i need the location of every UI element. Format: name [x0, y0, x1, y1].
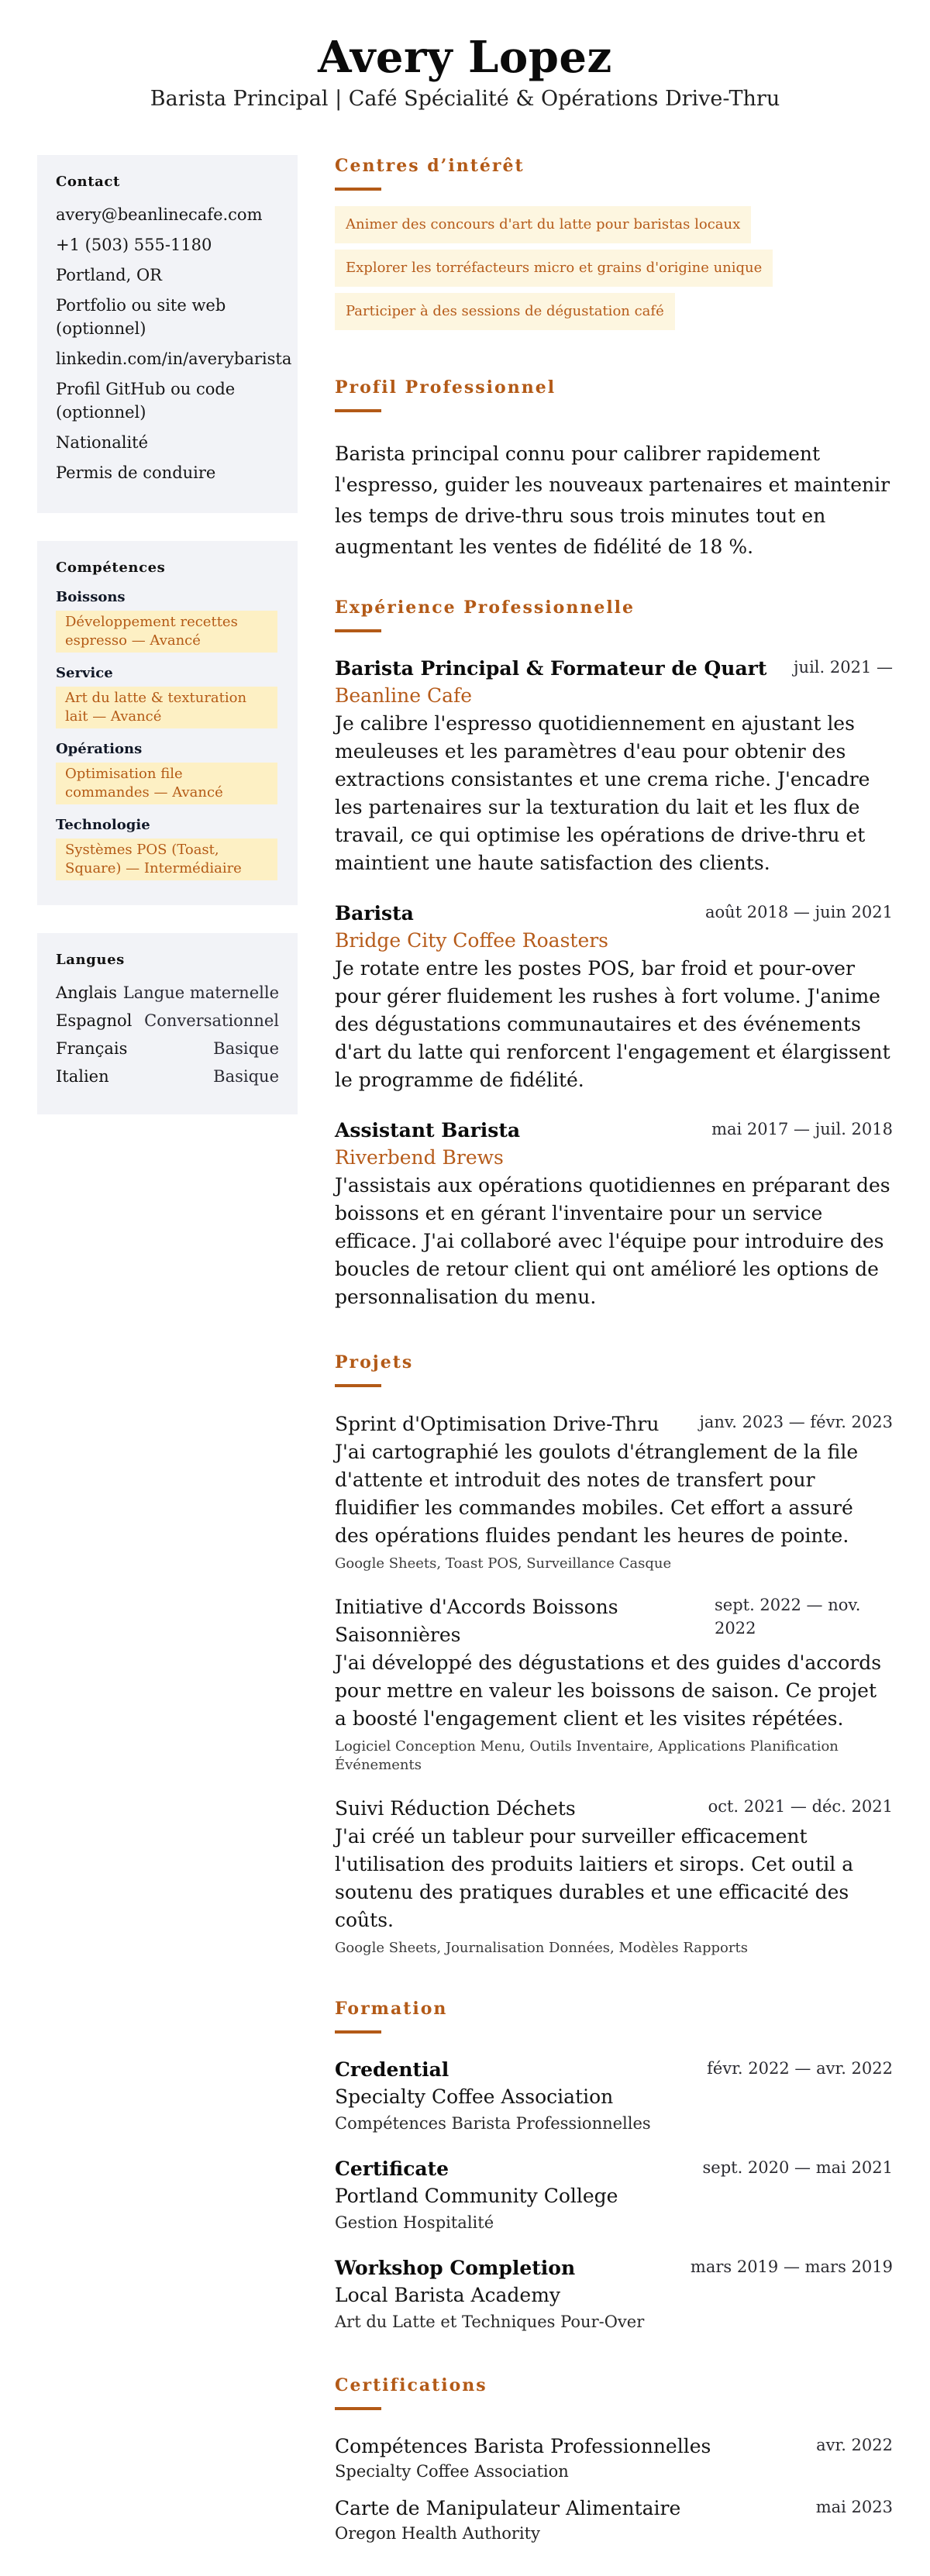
education-entry — [335, 2057, 893, 2136]
profile-summary: Barista principal connu pour calibrer rapidement l'espresso, guider les nouveaux partenaires et maintenir les temps de drive-thru sous trois minutes tout en augmentant les ventes de fidélité de 18 %. — [335, 443, 890, 558]
certification-name: Carte de Manipulateur Alimentaire — [335, 2497, 681, 2519]
project-dates: oct. 2021 — déc. 2021 — [708, 1797, 893, 1816]
project-tech: Logiciel Conception Menu, Outils Inventaire, Applications Planification Événements — [335, 1738, 839, 1773]
education-section — [335, 1998, 893, 2334]
school-name: Specialty Coffee Association — [335, 2085, 614, 2108]
experience-entry — [335, 1118, 893, 1311]
job-dates: mai 2017 — juil. 2018 — [711, 1120, 893, 1138]
education-entry — [335, 2255, 893, 2334]
experience-entry — [335, 901, 893, 1094]
project-entry — [335, 1593, 893, 1775]
project-tech: Google Sheets, Journalisation Données, Modèles Rapports — [335, 1940, 748, 1956]
languages-panel — [37, 933, 298, 1114]
contact-github[interactable]: Profil GitHub ou code (optionnel) — [56, 380, 236, 422]
certification-issuer: Oregon Health Authority — [335, 2524, 540, 2543]
section-title: Certifications — [335, 2375, 487, 2395]
education-entry — [335, 2156, 893, 2235]
section-title: Expérience Professionnelle — [335, 598, 636, 618]
certifications-section — [335, 2375, 893, 2545]
project-tech: Google Sheets, Toast POS, Surveillance Casque — [335, 1555, 672, 1572]
job-title: Assistant Barista — [335, 1119, 521, 1142]
contact-phone[interactable]: +1 (503) 555-1180 — [56, 236, 212, 254]
job-dates: juil. 2021 — — [794, 658, 893, 677]
interest-list — [335, 206, 893, 336]
skill-group-title: Service — [56, 665, 113, 681]
degree-name: Certificate — [335, 2158, 450, 2180]
skill-group — [56, 589, 279, 653]
candidate-headline: Barista Principal | Café Spécialité & Opérations Drive-Thru — [150, 87, 780, 111]
project-name: Suivi Réduction Déchets — [335, 1797, 576, 1820]
language-name: Anglais — [56, 983, 117, 1002]
section-divider — [335, 188, 381, 191]
degree-name: Credential — [335, 2058, 450, 2081]
degree-name: Workshop Completion — [335, 2257, 576, 2279]
sidebar — [37, 155, 298, 1142]
interest-tag: Animer des concours d'art du latte pour baristas locaux — [335, 206, 751, 243]
skills-panel — [37, 541, 298, 905]
certification-name: Compétences Barista Professionnelles — [335, 2435, 711, 2457]
interest-tag: Explorer les torréfacteurs micro et grains d'origine unique — [335, 250, 773, 287]
project-name: Sprint d'Optimisation Drive-Thru — [335, 1413, 660, 1435]
contact-linkedin[interactable]: linkedin.com/in/averybarista — [56, 350, 292, 368]
job-title: Barista Principal & Formateur de Quart — [335, 657, 767, 680]
contact-email[interactable]: avery@beanlinecafe.com — [56, 205, 263, 224]
interests-section — [335, 155, 893, 336]
skill-tag: Art du latte & texturation lait — Avancé — [56, 687, 277, 728]
skill-tag: Optimisation file commandes — Avancé — [56, 763, 277, 804]
company-name: Bridge City Coffee Roasters — [335, 929, 609, 952]
section-divider — [335, 409, 381, 412]
field-of-study: Gestion Hospitalité — [335, 2213, 494, 2232]
company-name: Beanline Cafe — [335, 684, 473, 707]
education-dates: févr. 2022 — avr. 2022 — [707, 2059, 893, 2078]
certification-date: mai 2023 — [815, 2498, 893, 2516]
section-title: Formation — [335, 1999, 448, 2019]
contact-nationality: Nationalité — [56, 433, 149, 452]
project-entry — [335, 1795, 893, 1958]
languages-title: Langues — [56, 952, 125, 968]
education-dates: sept. 2020 — mai 2021 — [702, 2158, 893, 2177]
skill-group — [56, 665, 279, 728]
language-row — [56, 1065, 279, 1088]
language-level: Basique — [213, 1067, 279, 1086]
field-of-study: Compétences Barista Professionnelles — [335, 2114, 651, 2133]
project-dates: janv. 2023 — févr. 2023 — [699, 1413, 893, 1431]
resume-header — [0, 0, 930, 147]
language-row — [56, 1037, 279, 1060]
skill-group-title: Technologie — [56, 817, 150, 833]
skill-group — [56, 741, 279, 804]
skill-group-title: Boissons — [56, 589, 126, 605]
job-dates: août 2018 — juin 2021 — [705, 903, 893, 921]
section-divider — [335, 1384, 381, 1387]
section-title: Centres d’intérêt — [335, 156, 525, 176]
job-description: Je calibre l'espresso quotidiennement en ajustant les meuleuses et les paramètres d'eau pour obtenir des extractions consistantes et une crema riche. J'encadre les partenaires sur la texturation du lait et les flux de travail, ce qui optimise les opérations de drive-thru et maintient une haute satisfaction des clients. — [335, 712, 870, 874]
language-row — [56, 981, 279, 1004]
section-divider — [335, 2407, 381, 2410]
project-description: J'ai créé un tableur pour surveiller efficacement l'utilisation des produits laitiers et sirops. Cet outil a soutenu des pratiques durables et une efficacité des coûts. — [335, 1825, 854, 1931]
field-of-study: Art du Latte et Techniques Pour-Over — [335, 2313, 645, 2331]
skill-tag: Développement recettes espresso — Avancé — [56, 611, 277, 653]
job-description: J'assistais aux opérations quotidiennes en préparant des boissons et en gérant l'inventaire pour un service efficace. J'ai collaboré avec l'équipe pour introduire des boucles de retour client qui ont amélioré les options de personnalisation du menu. — [335, 1174, 890, 1308]
section-divider — [335, 2030, 381, 2034]
certification-issuer: Specialty Coffee Association — [335, 2462, 569, 2481]
profile-section — [335, 377, 893, 563]
section-divider — [335, 629, 381, 632]
section-title: Projets — [335, 1352, 414, 1372]
project-description: J'ai développé des dégustations et des guides d'accords pour mettre en valeur les boissons de saison. Ce projet a boosté l'engagement client et les visites répétées. — [335, 1651, 882, 1730]
language-row — [56, 1009, 279, 1032]
interest-tag: Participer à des sessions de dégustation café — [335, 293, 675, 330]
contact-location: Portland, OR — [56, 266, 162, 284]
school-name: Portland Community College — [335, 2185, 618, 2207]
experience-entry — [335, 656, 893, 877]
experience-section — [335, 597, 893, 1311]
certification-entry — [335, 2495, 893, 2545]
contact-driving-license: Permis de conduire — [56, 463, 216, 482]
skill-tag: Systèmes POS (Toast, Square) — Intermédiaire — [56, 839, 277, 880]
candidate-name: Avery Lopez — [318, 32, 612, 83]
language-name: Italien — [56, 1067, 109, 1086]
certification-date: avr. 2022 — [816, 2436, 893, 2454]
main-column — [298, 155, 893, 2576]
project-description: J'ai cartographié les goulots d'étranglement de la file d'attente et introduit des notes de transfert pour fluidifier les commandes mobiles. Cet effort a assuré des opérations fluides pendant les heures de pointe. — [335, 1441, 859, 1547]
projects-section — [335, 1352, 893, 1958]
skills-title: Compétences — [56, 560, 166, 576]
project-dates: sept. 2022 — nov. 2022 — [715, 1596, 861, 1638]
school-name: Local Barista Academy — [335, 2284, 561, 2306]
contact-portfolio[interactable]: Portfolio ou site web (optionnel) — [56, 296, 226, 338]
contact-panel — [37, 155, 298, 513]
project-name: Initiative d'Accords Boissons Saisonnières — [335, 1596, 618, 1646]
job-title: Barista — [335, 902, 414, 925]
language-name: Français — [56, 1039, 128, 1058]
job-description: Je rotate entre les postes POS, bar froid et pour-over pour gérer fluidement les rushes à fort volume. J'anime des dégustations communautaires et des événements d'art du latte qui renforcent l'engagement et élargissent le programme de fidélité. — [335, 957, 890, 1091]
certification-entry — [335, 2433, 893, 2483]
language-level: Basique — [213, 1039, 279, 1058]
section-title: Profil Professionnel — [335, 377, 556, 398]
resume-body — [0, 155, 930, 2576]
skill-group — [56, 817, 279, 880]
language-name: Espagnol — [56, 1011, 133, 1030]
language-level: Langue maternelle — [122, 983, 279, 1002]
language-level: Conversationnel — [144, 1011, 279, 1030]
education-dates: mars 2019 — mars 2019 — [690, 2257, 893, 2276]
company-name: Riverbend Brews — [335, 1146, 504, 1169]
skill-group-title: Opérations — [56, 741, 143, 757]
project-entry — [335, 1410, 893, 1573]
contact-title: Contact — [56, 174, 120, 190]
